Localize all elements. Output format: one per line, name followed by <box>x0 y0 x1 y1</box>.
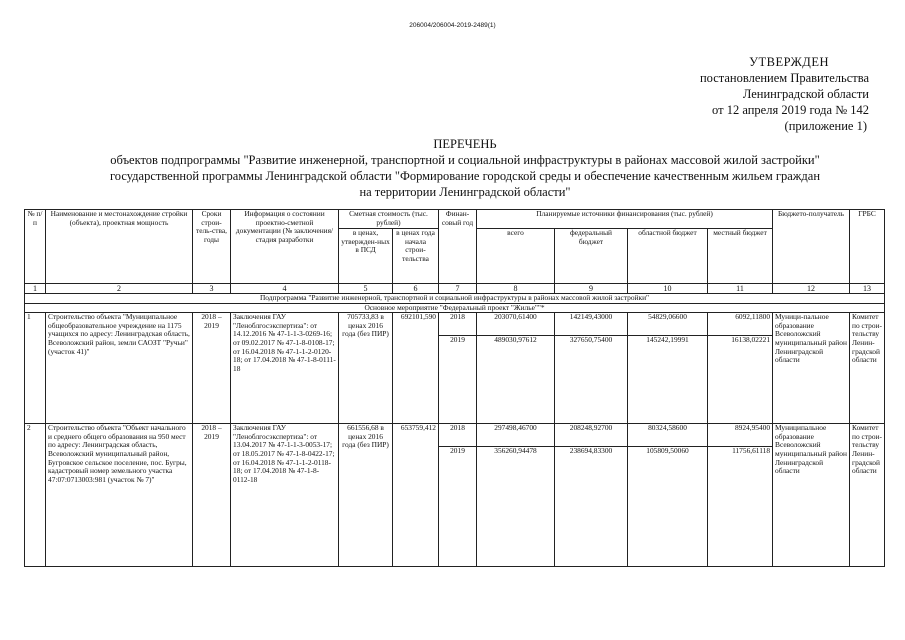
column-number: 13 <box>850 284 885 294</box>
approval-block <box>609 54 869 134</box>
title-line: объектов подпрограммы "Развитие инженерной, транспортной и социальной инфраструктуры в районах массовой жилой застройки" <box>110 153 820 167</box>
approval-date-line: от 12 апреля 2019 года № 142 <box>712 103 869 117</box>
fin-year: 2019 <box>439 447 477 567</box>
object-name: Строительство объекта "Муниципальное общеобразовательное учреждение на 1175 учащихся по адресу: Ленинградская область, Всеволожский район, земли САОЗТ "Ручьи" (участок 41)" <box>46 313 193 424</box>
column-number: 6 <box>393 284 439 294</box>
header-regional: областной бюджет <box>628 229 708 284</box>
column-number: 8 <box>477 284 555 294</box>
regional-amount: 54829,06600 <box>628 313 708 336</box>
approval-heading: УТВЕРЖДЕН <box>749 55 829 69</box>
table-row <box>25 313 885 336</box>
row-num: 1 <box>25 313 46 424</box>
total-amount: 297498,46700 <box>477 424 555 447</box>
construction-terms: 2018 – 2019 <box>193 424 231 567</box>
federal-amount: 142149,43000 <box>555 313 628 336</box>
cost-start: 653759,412 <box>393 424 439 567</box>
document-id: 206004/206004-2019-2489(1) <box>409 22 496 29</box>
header-grbs: ГРБС <box>850 210 885 284</box>
total-amount: 203070,61400 <box>477 313 555 336</box>
budget-recipient: Муници-пальное образование Всеволожский муниципальный район Ленинградской области <box>773 313 850 424</box>
design-docs-info: Заключения ГАУ "Леноблгосэкспертиза": от 13.04.2017 № 47-1-1-3-0053-17; от 18.05.2017 № 47-1-8-0422-17; от 16.04.2018 № 47-1-1-2-0118-18; от 17.04.2018 № 47-1-8-0112-18 <box>231 424 339 567</box>
regional-amount: 105809,50060 <box>628 447 708 567</box>
subprogram-row <box>25 294 885 304</box>
title-heading: ПЕРЕЧЕНЬ <box>433 137 497 151</box>
table-row <box>25 424 885 447</box>
approval-line: постановлением Правительства <box>699 71 869 85</box>
column-number: 1 <box>25 284 46 294</box>
budget-recipient: Муниципальное образование Всеволожский муниципальный район Ленинградской области <box>773 424 850 567</box>
header-cost-psd: в ценах, утвержден-ных в ПСД <box>339 229 393 284</box>
local-amount: 6092,11800 <box>708 313 773 336</box>
header-local: местный бюджет <box>708 229 773 284</box>
cost-psd: 661556,68 в ценах 2016 года (без ПИР) <box>339 424 393 567</box>
object-name: Строительство объекта "Объект начального и среднего общего образования на 950 мест по адресу: Ленинградская область, Всеволожский муниципальный район, Бугровское сельское поселение, пос. Бугры, кадастровый номер земельного участка 47:07:0713003:981 (участок № 7)" <box>46 424 193 567</box>
approval-line: Ленинградской области <box>742 87 869 101</box>
grbs: Комитет по строи-тельству Ленин-градской области <box>850 424 885 567</box>
column-number: 4 <box>231 284 339 294</box>
local-amount: 11756,61118 <box>708 447 773 567</box>
main-event-title: Основное мероприятие "Федеральный проект "Жилье""* <box>25 303 885 313</box>
header-sources: Планируемые источники финансирования (тыс. рублей) <box>477 210 773 229</box>
header-row <box>25 210 885 229</box>
header-docs: Информация о состоянии проектно-сметной документации (№ заключения/стадия разработки <box>231 210 339 284</box>
federal-amount: 208248,92700 <box>555 424 628 447</box>
regional-amount: 80324,58600 <box>628 424 708 447</box>
local-amount: 16138,02221 <box>708 336 773 424</box>
document-title <box>40 136 890 200</box>
header-fin-year: Финан-совый год <box>439 210 477 284</box>
column-number: 11 <box>708 284 773 294</box>
header-cost: Сметная стоимость (тыс. рублей) <box>339 210 439 229</box>
grbs: Комитет по строи-тельству Ленин-градской области <box>850 313 885 424</box>
appendix-line: (приложение 1) <box>784 119 867 133</box>
regional-amount: 145242,19991 <box>628 336 708 424</box>
column-number: 5 <box>339 284 393 294</box>
fin-year: 2019 <box>439 336 477 424</box>
column-number: 9 <box>555 284 628 294</box>
cost-start: 692101,590 <box>393 313 439 424</box>
total-amount: 356260,94478 <box>477 447 555 567</box>
subprogram-title: Подпрограмма "Развитие инженерной, транспортной и социальной инфраструктуры в районах массовой жилой застройки" <box>25 294 885 304</box>
cost-psd: 705733,83 в ценах 2016 года (без ПИР) <box>339 313 393 424</box>
header-cost-start: в ценах года начала строи-тельства <box>393 229 439 284</box>
column-number: 12 <box>773 284 850 294</box>
fin-year: 2018 <box>439 313 477 336</box>
row-num: 2 <box>25 424 46 567</box>
header-recipient: Бюджето-получатель <box>773 210 850 284</box>
objects-table <box>24 209 885 567</box>
header-federal: федеральный бюджет <box>555 229 628 284</box>
federal-amount: 327650,75400 <box>555 336 628 424</box>
main-event-row <box>25 303 885 313</box>
total-amount: 489030,97612 <box>477 336 555 424</box>
header-name: Наименование и местонахождение стройки (объекта), проектная мощность <box>46 210 193 284</box>
title-line: государственной программы Ленинградской области "Формирование городской среды и обеспечение качественным жильем граждан <box>109 169 821 183</box>
construction-terms: 2018 – 2019 <box>193 313 231 424</box>
federal-amount: 238694,83300 <box>555 447 628 567</box>
column-number: 7 <box>439 284 477 294</box>
header-terms: Сроки строи-тель-ства, годы <box>193 210 231 284</box>
header-total: всего <box>477 229 555 284</box>
fin-year: 2018 <box>439 424 477 447</box>
local-amount: 8924,95400 <box>708 424 773 447</box>
column-number: 3 <box>193 284 231 294</box>
title-line: на территории Ленинградской области" <box>359 185 571 199</box>
column-number: 2 <box>46 284 193 294</box>
column-number: 10 <box>628 284 708 294</box>
header-num: № п/п <box>25 210 46 284</box>
design-docs-info: Заключения ГАУ "Леноблгосэкспертиза": от 14.12.2016 № 47-1-1-3-0269-16; от 09.02.2017 № 47-1-8-0108-17; от 16.04.2018 № 47-1-1-2-0120-18; от 17.04.2018 № 47-1-8-0111-18 <box>231 313 339 424</box>
column-number-row <box>25 284 885 294</box>
